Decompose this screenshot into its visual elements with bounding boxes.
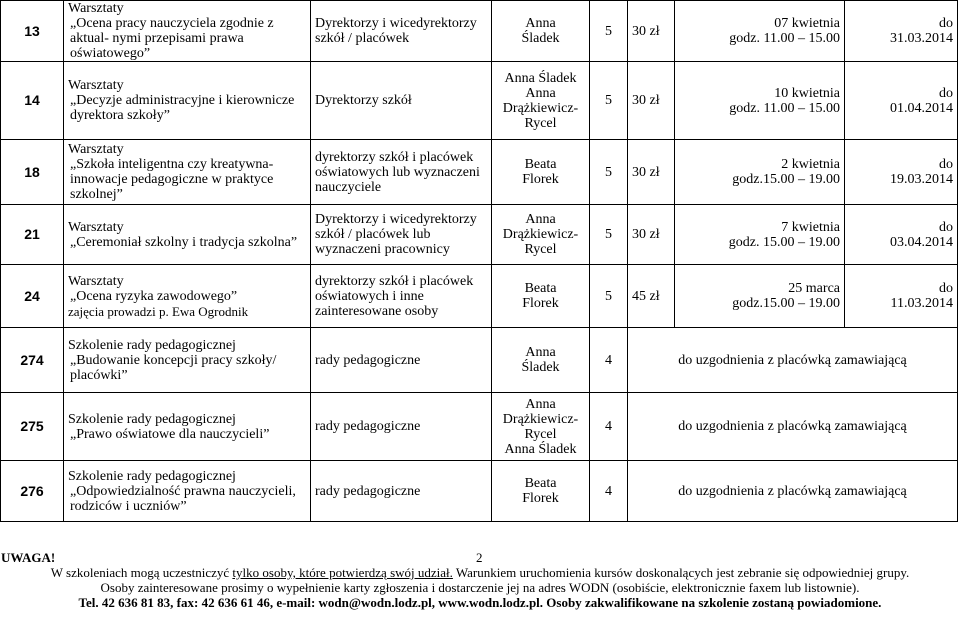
leader-line: Anna <box>525 16 556 31</box>
table-row <box>1 328 958 393</box>
footer-top <box>0 550 960 565</box>
date-time: godz.15.00 – 19.00 <box>732 296 840 311</box>
notice-line-1-underlined: tylko osoby, które potwierdzą swój udział. <box>232 565 453 580</box>
leader-line: Anna <box>525 396 556 412</box>
leader-line: Śladek <box>521 31 560 46</box>
course-description <box>64 461 311 522</box>
course-arrangement: do uzgodnienia z placówką zamawiającą <box>628 328 958 393</box>
course-audience: rady pedagogiczne <box>311 328 492 393</box>
course-type: Szkolenie rady pedagogicznej <box>68 468 236 484</box>
course-description <box>64 62 311 140</box>
table-row <box>1 461 958 522</box>
course-hours: 5 <box>590 205 628 265</box>
leader-line: Florek <box>522 491 559 506</box>
course-price: 30 zł <box>628 140 675 205</box>
course-number: 18 <box>1 140 64 205</box>
course-audience: rady pedagogiczne <box>311 393 492 461</box>
deadline-prefix: do <box>939 219 953 235</box>
course-number: 274 <box>1 328 64 393</box>
deadline-date: 19.03.2014 <box>890 172 953 187</box>
date-time: godz. 11.00 – 15.00 <box>729 100 840 116</box>
course-hours: 4 <box>590 461 628 522</box>
course-date <box>675 265 845 328</box>
course-type: Warsztaty <box>68 273 124 289</box>
course-leaders <box>492 205 590 265</box>
deadline-prefix: do <box>939 157 953 172</box>
course-description <box>64 265 311 328</box>
deadline-prefix: do <box>939 16 953 31</box>
footer <box>0 550 960 610</box>
course-audience: dyrektorzy szkół i placówek oświatowych lub wyznaczeni nauczyciele <box>311 140 492 205</box>
notice-heading: UWAGA! <box>1 550 56 565</box>
date-day: 2 kwietnia <box>781 157 840 172</box>
course-audience: Dyrektorzy szkół <box>311 62 492 140</box>
course-price: 45 zł <box>628 265 675 328</box>
course-audience: rady pedagogiczne <box>311 461 492 522</box>
leader-line: Rycel <box>524 426 557 442</box>
course-description <box>64 140 311 205</box>
page-number: 2 <box>476 550 483 565</box>
course-number: 24 <box>1 265 64 328</box>
deadline-date: 31.03.2014 <box>890 31 953 46</box>
course-audience: dyrektorzy szkół i placówek oświatowych i inne zainteresowane osoby <box>311 265 492 328</box>
leader-line: Anna Śladek <box>504 441 577 457</box>
course-arrangement: do uzgodnienia z placówką zamawiającą <box>628 461 958 522</box>
leader-line: Beata <box>524 281 557 296</box>
leader-line: Anna Śladek <box>504 70 577 86</box>
course-description <box>64 328 311 393</box>
deadline-date: 11.03.2014 <box>890 296 953 311</box>
course-leaders <box>492 328 590 393</box>
course-title: „Decyzje administracyjne i kierownicze dyrektora szkoły” <box>70 93 295 123</box>
deadline-prefix: do <box>939 281 953 296</box>
leader-line: Śladek <box>521 360 560 375</box>
course-leaders <box>492 1 590 62</box>
notice-line-1 <box>0 565 960 580</box>
course-date <box>675 62 845 140</box>
course-audience: Dyrektorzy i wicedyrektorzy szkół / placówek <box>311 1 492 62</box>
course-date <box>675 140 845 205</box>
leader-line: Beata <box>524 476 557 491</box>
course-hours: 5 <box>590 1 628 62</box>
course-number: 276 <box>1 461 64 522</box>
table-row <box>1 62 958 140</box>
course-description <box>64 393 311 461</box>
course-hours: 5 <box>590 62 628 140</box>
course-date <box>675 1 845 62</box>
date-day: 10 kwietnia <box>774 85 840 101</box>
deadline-date: 01.04.2014 <box>890 100 953 116</box>
course-hours: 5 <box>590 140 628 205</box>
notice-line-1-end: Warunkiem uruchomienia kursów doskonalących jest zebranie się odpowiedniej grupy. <box>452 565 910 580</box>
course-audience: Dyrektorzy i wicedyrektorzy szkół / placówek lub wyznaczeni pracownicy <box>311 205 492 265</box>
leader-line: Anna <box>525 212 556 227</box>
registration-deadline <box>845 62 958 140</box>
leader-line: Beata <box>524 157 557 172</box>
course-title: „Odpowiedzialność prawna nauczycieli, rodziców i uczniów” <box>70 483 296 514</box>
course-hours: 4 <box>590 393 628 461</box>
course-title: „Prawo oświatowe dla nauczycieli” <box>70 426 270 442</box>
registration-deadline <box>845 140 958 205</box>
date-day: 25 marca <box>788 281 840 296</box>
course-type: Warsztaty <box>68 78 124 93</box>
leader-line: Rycel <box>524 242 557 257</box>
course-description <box>64 205 311 265</box>
table-row <box>1 393 958 461</box>
course-leaders <box>492 265 590 328</box>
registration-deadline <box>845 205 958 265</box>
course-type: Warsztaty <box>68 219 124 235</box>
course-date <box>675 205 845 265</box>
leader-line: Florek <box>522 172 559 187</box>
course-hours: 4 <box>590 328 628 393</box>
course-note: zajęcia prowadzi p. Ewa Ogrodnik <box>68 303 249 319</box>
date-time: godz.15.00 – 19.00 <box>732 172 840 187</box>
course-number: 14 <box>1 62 64 140</box>
deadline-prefix: do <box>939 85 953 101</box>
course-price: 30 zł <box>628 1 675 62</box>
registration-deadline <box>845 265 958 328</box>
course-number: 13 <box>1 1 64 62</box>
course-number: 275 <box>1 393 64 461</box>
notice-line-1-start: W szkoleniach mogą uczestniczyć <box>50 565 233 580</box>
course-title: „Ocena pracy nauczyciela zgodnie z aktual- nymi przepisami prawa oświatowego” <box>70 16 274 61</box>
date-day: 07 kwietnia <box>774 16 840 31</box>
notice-line-2: Osoby zainteresowane prosimy o wypełnienie karty zgłoszenia i dostarczenie jej na adres WODN (osobiście, elektronicznie faxem lub listownie). <box>100 580 860 595</box>
date-time: godz. 11.00 – 15.00 <box>729 31 840 46</box>
course-leaders <box>492 461 590 522</box>
course-type: Szkolenie rady pedagogicznej <box>68 411 236 427</box>
contact-line: Tel. 42 636 81 83, fax: 42 636 61 46, e-mail: wodn@wodn.lodz.pl, www.wodn.lodz.pl. Osoby zakwalifikowane na szkolenie zostaną powiadomione. <box>78 595 882 610</box>
course-type: Warsztaty <box>68 1 124 16</box>
leader-line: Drążkiewicz- <box>502 100 579 116</box>
course-leaders <box>492 393 590 461</box>
course-leaders <box>492 140 590 205</box>
date-time: godz. 15.00 – 19.00 <box>728 234 840 250</box>
table-row <box>1 1 958 62</box>
course-price: 30 zł <box>628 205 675 265</box>
course-description <box>64 1 311 62</box>
deadline-date: 03.04.2014 <box>890 234 953 250</box>
registration-deadline <box>845 1 958 62</box>
date-day: 7 kwietnia <box>781 219 840 235</box>
table-row <box>1 265 958 328</box>
leader-line: Anna <box>525 85 556 101</box>
leader-line: Rycel <box>524 115 557 131</box>
course-title: „Ocena ryzyka zawodowego” <box>70 288 238 304</box>
table-row <box>1 140 958 205</box>
leader-line: Anna <box>525 345 556 360</box>
course-title: „Ceremoniał szkolny i tradycja szkolna” <box>70 234 298 250</box>
course-type: Szkolenie rady pedagogicznej <box>68 337 236 353</box>
course-title: „Szkoła inteligentna czy kreatywna- innowacje pedagogiczne w praktyce szkolnej” <box>70 157 274 202</box>
course-hours: 5 <box>590 265 628 328</box>
course-number: 21 <box>1 205 64 265</box>
course-price: 30 zł <box>628 62 675 140</box>
course-leaders <box>492 62 590 140</box>
course-type: Warsztaty <box>68 142 124 157</box>
leader-line: Florek <box>522 296 559 311</box>
leader-line: Drążkiewicz- <box>502 411 579 427</box>
course-arrangement: do uzgodnienia z placówką zamawiającą <box>628 393 958 461</box>
course-title: „Budowanie koncepcji pracy szkoły/ placówki” <box>70 352 277 383</box>
leader-line: Drążkiewicz- <box>502 227 579 242</box>
table-row <box>1 205 958 265</box>
